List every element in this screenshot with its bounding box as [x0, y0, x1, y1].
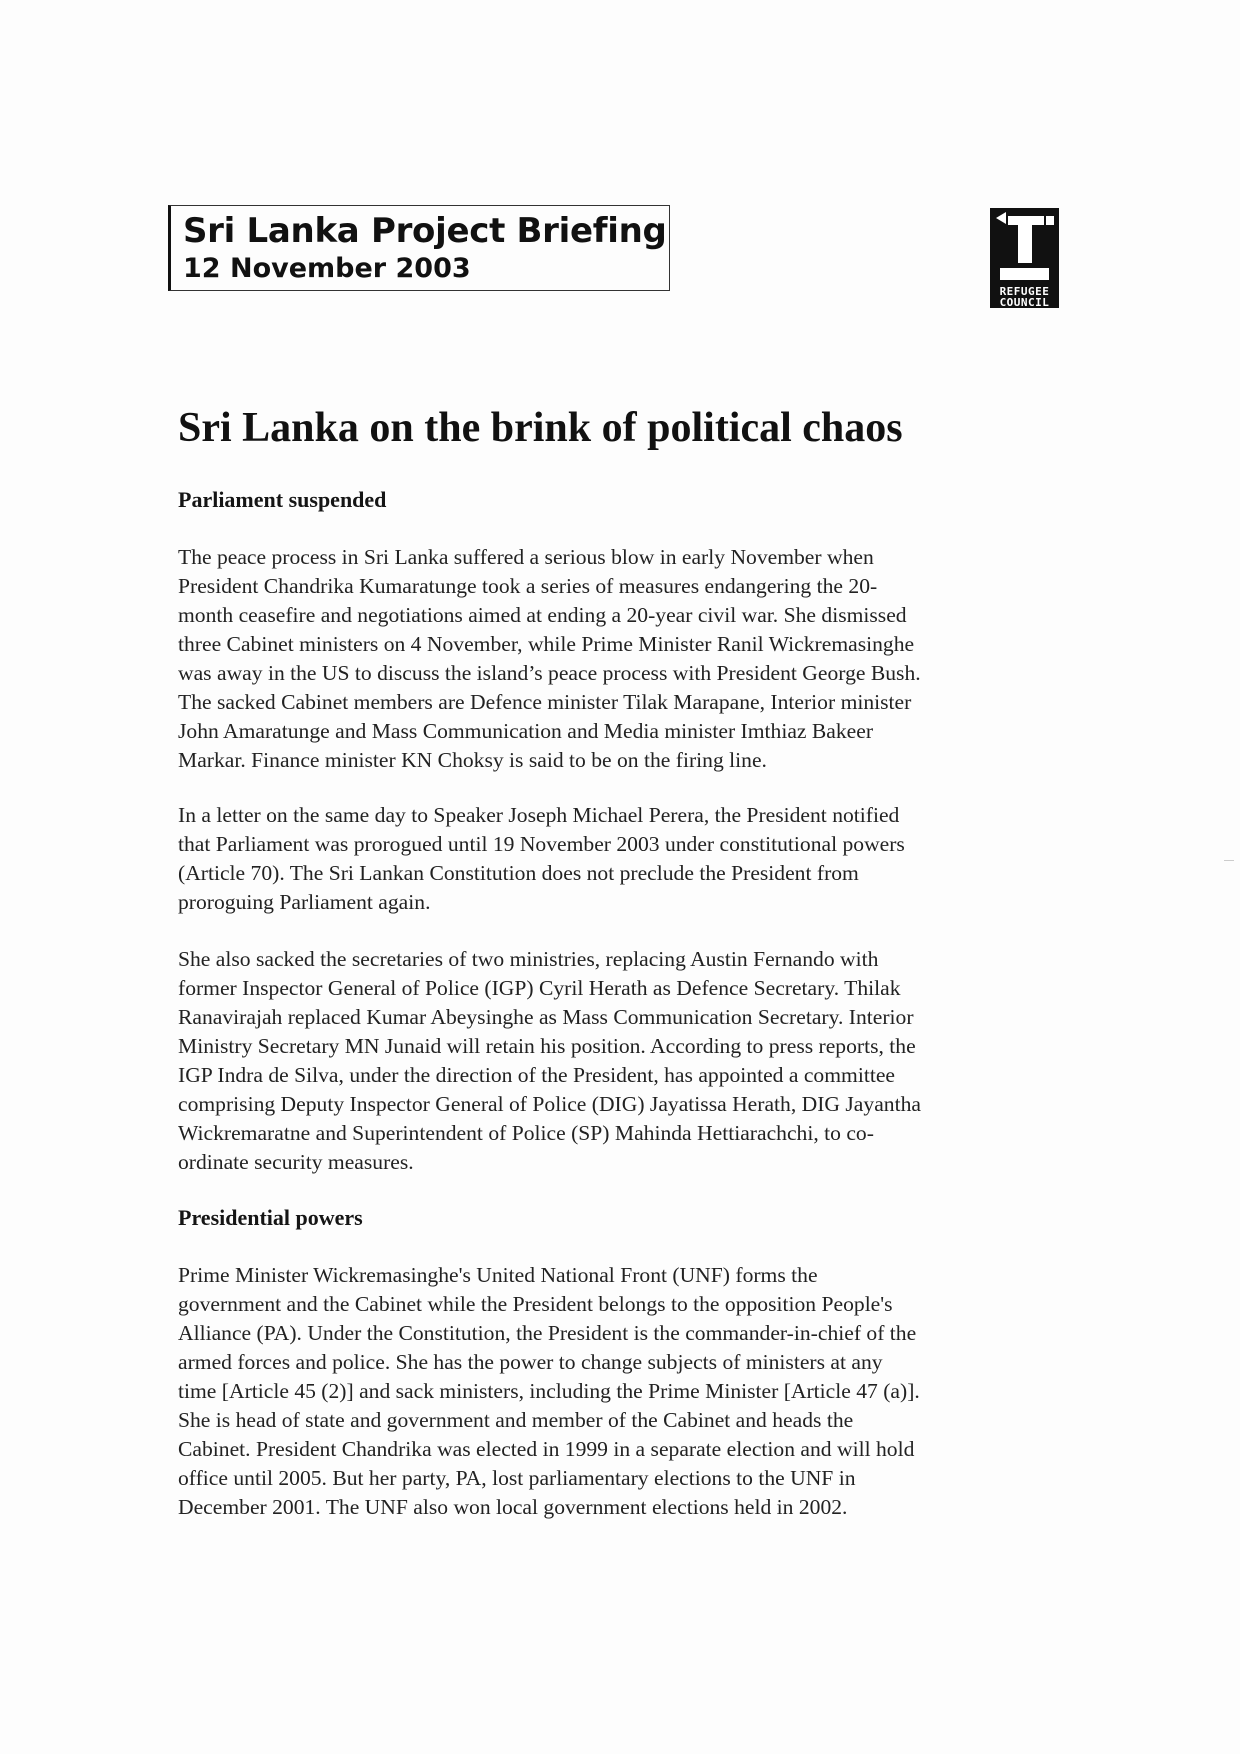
- paragraph-line: former Inspector General of Police (IGP) Cyril Herath as Defence Secretary. Thilak: [178, 976, 901, 1000]
- refugee-council-logo: [990, 208, 1059, 308]
- paragraph-line: John Amaratunge and Mass Communication and Media minister Imthiaz Bakeer: [178, 719, 874, 743]
- section-heading-parliament-suspended: Parliament suspended: [178, 487, 387, 512]
- paragraph-line: three Cabinet ministers on 4 November, while Prime Minister Ranil Wickremasinghe: [178, 632, 915, 656]
- logo-text-council: COUNCIL: [999, 296, 1050, 309]
- paragraph-line: The sacked Cabinet members are Defence minister Tilak Marapane, Interior minister: [178, 690, 912, 714]
- paragraph: [178, 543, 1078, 775]
- paragraph-line: that Parliament was prorogued until 19 November 2003 under constitutional powers: [178, 832, 905, 856]
- paragraph-line: President Chandrika Kumaratunge took a series of measures endangering the 20-: [178, 574, 878, 598]
- scan-artifact: [1224, 860, 1234, 861]
- paragraph-line: Ministry Secretary MN Junaid will retain his position. According to press reports, the: [178, 1034, 916, 1058]
- paragraph-line: month ceasefire and negotiations aimed at ending a 20-year civil war. She dismissed: [178, 603, 907, 627]
- paragraph-line: Cabinet. President Chandrika was elected in 1999 in a separate election and will hold: [178, 1437, 915, 1461]
- paragraph-line: ordinate security measures.: [178, 1150, 414, 1174]
- paragraph-line: (Article 70). The Sri Lankan Constitution does not preclude the President from: [178, 861, 859, 885]
- paragraph: [178, 1261, 1078, 1522]
- paragraph-line: She is head of state and government and member of the Cabinet and heads the: [178, 1408, 854, 1432]
- paragraph-line: The peace process in Sri Lanka suffered a serious blow in early November when: [178, 545, 874, 569]
- paragraph-line: IGP Indra de Silva, under the direction of the President, has appointed a committee: [178, 1063, 895, 1087]
- paragraph-line: was away in the US to discuss the island’s peace process with President George Bush.: [178, 661, 921, 685]
- paragraph-line: comprising Deputy Inspector General of Police (DIG) Jayatissa Herath, DIG Jayantha: [178, 1092, 921, 1116]
- paragraph: [178, 801, 1078, 917]
- briefing-header-box: [168, 205, 670, 291]
- briefing-date: 12 November 2003: [183, 253, 471, 284]
- paragraph-line: Markar. Finance minister KN Choksy is said to be on the firing line.: [178, 748, 767, 772]
- paragraph-line: December 2001. The UNF also won local government elections held in 2002.: [178, 1495, 848, 1519]
- paragraph-line: time [Article 45 (2)] and sack ministers, including the Prime Minister [Article 47 (a)].: [178, 1379, 920, 1403]
- paragraph-line: In a letter on the same day to Speaker Joseph Michael Perera, the President notified: [178, 803, 900, 827]
- paragraph: [178, 945, 1078, 1177]
- paragraph-line: armed forces and police. She has the power to change subjects of ministers at any: [178, 1350, 883, 1374]
- briefing-title: Sri Lanka Project Briefing: [183, 211, 667, 251]
- logo-text-refugee: REFUGEE: [999, 285, 1050, 298]
- paragraph-line: government and the Cabinet while the President belongs to the opposition People's: [178, 1292, 893, 1316]
- paragraph-line: Alliance (PA). Under the Constitution, the President is the commander-in-chief of the: [178, 1321, 917, 1345]
- paragraph-line: office until 2005. But her party, PA, lost parliamentary elections to the UNF in: [178, 1466, 856, 1490]
- paragraph-line: Ranavirajah replaced Kumar Abeysinghe as Mass Communication Secretary. Interior: [178, 1005, 914, 1029]
- paragraph-line: proroguing Parliament again.: [178, 890, 431, 914]
- paragraph-line: Wickremaratne and Superintendent of Police (SP) Mahinda Hettiarachchi, to co-: [178, 1121, 874, 1145]
- article-title: Sri Lanka on the brink of political chaos: [178, 405, 903, 451]
- paragraph-line: She also sacked the secretaries of two ministries, replacing Austin Fernando with: [178, 947, 879, 971]
- section-heading-presidential-powers: Presidential powers: [178, 1205, 363, 1230]
- paragraph-line: Prime Minister Wickremasinghe's United National Front (UNF) forms the: [178, 1263, 818, 1287]
